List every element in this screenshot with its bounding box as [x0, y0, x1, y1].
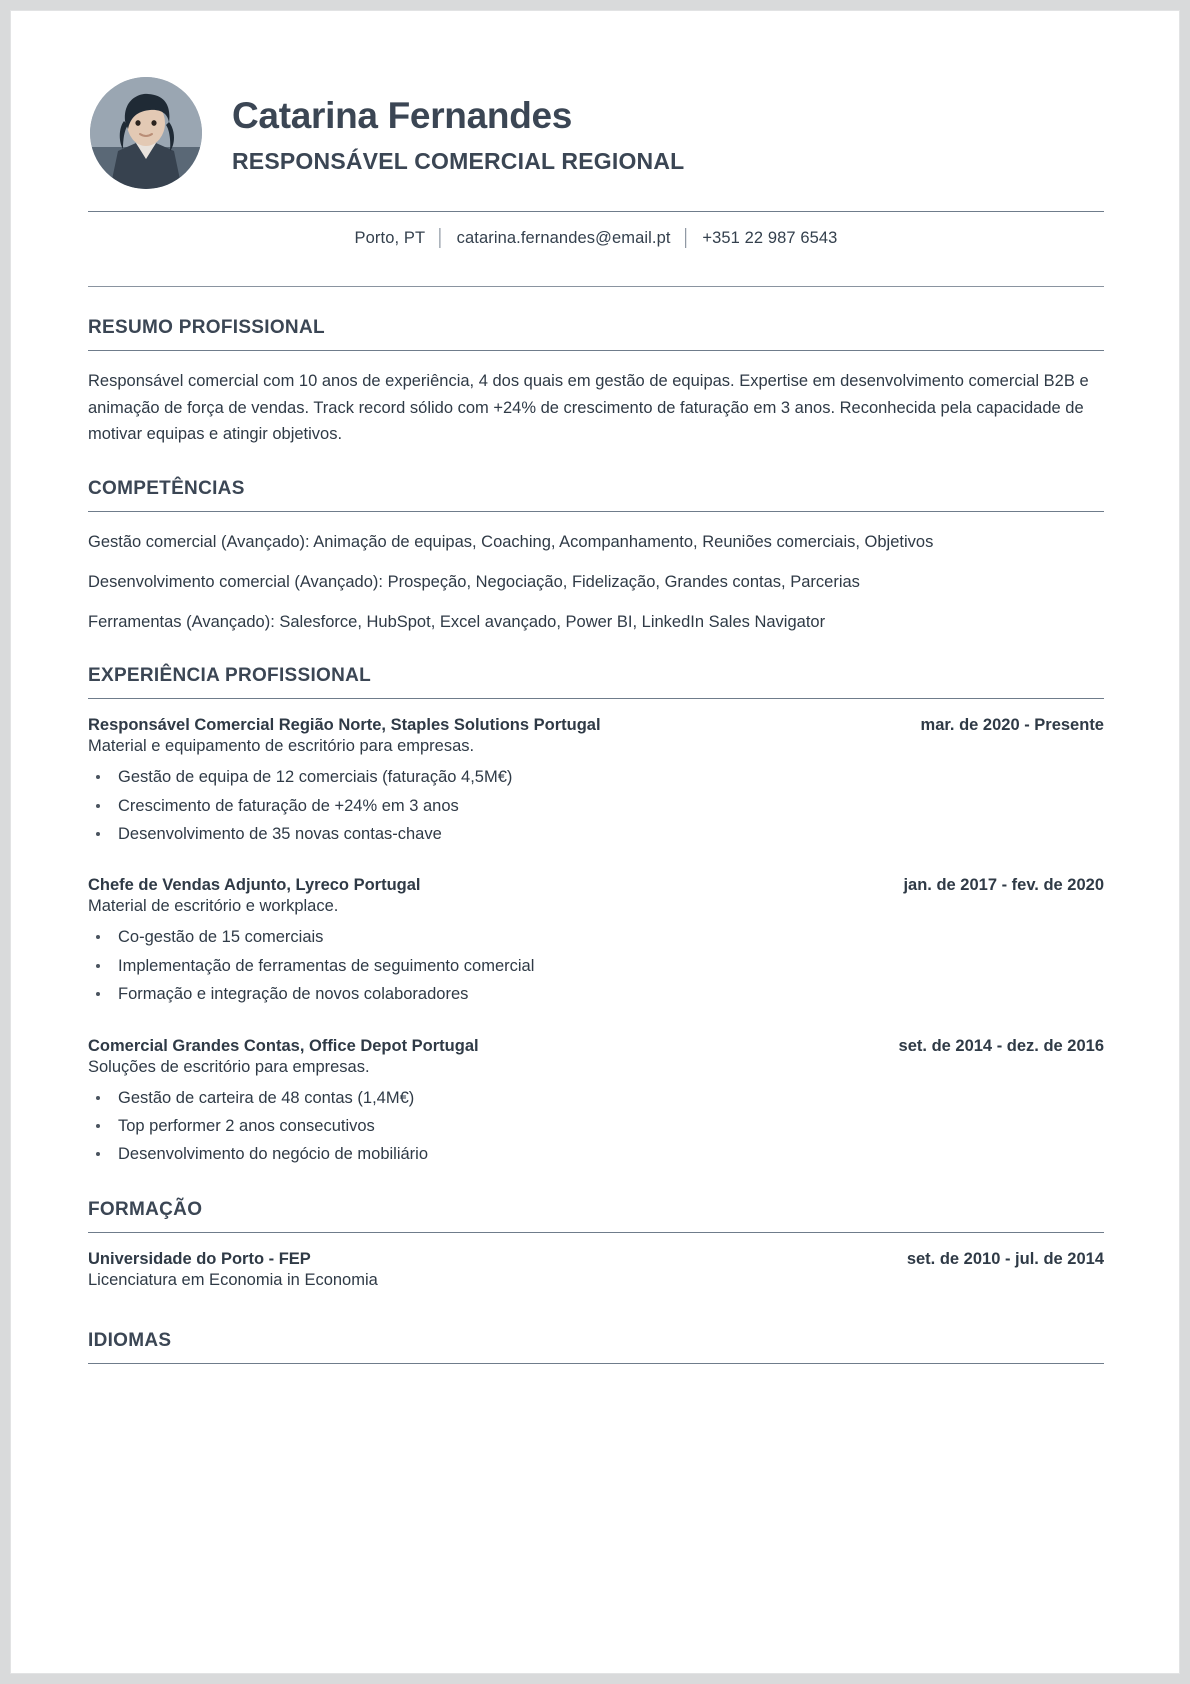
section-skills — [88, 478, 1104, 635]
contact-location: Porto, PT — [354, 229, 425, 247]
experience-bullet: Formação e integração de novos colaboradores — [88, 980, 1104, 1008]
experience-item — [88, 1037, 1104, 1169]
resume-header — [88, 77, 1104, 189]
experience-role: Chefe de Vendas Adjunto, Lyreco Portugal — [88, 876, 421, 895]
resume-page — [11, 11, 1179, 1673]
avatar — [90, 77, 202, 189]
experience-subtitle: Material de escritório e workplace. — [88, 897, 339, 916]
experience-bullet: Desenvolvimento do negócio de mobiliário — [88, 1140, 1104, 1168]
section-summary — [88, 317, 1104, 448]
section-education — [88, 1199, 1104, 1290]
experience-dates: mar. de 2020 - Presente — [920, 716, 1104, 735]
page-title: Catarina Fernandes — [232, 94, 573, 136]
experience-bullet: Gestão de carteira de 48 contas (1,4M€) — [88, 1084, 1104, 1112]
education-dates: set. de 2010 - jul. de 2014 — [906, 1249, 1104, 1268]
experience-bullets — [88, 763, 1104, 848]
section-languages — [88, 1330, 1104, 1364]
education-degree: Licenciatura em Economia in Economia — [88, 1270, 378, 1289]
contact-line — [88, 212, 1104, 264]
experience-bullet: Gestão de equipa de 12 comerciais (faturação 4,5M€) — [88, 763, 1104, 791]
experience-item — [88, 716, 1104, 848]
experience-bullet: Co-gestão de 15 comerciais — [88, 923, 1104, 951]
contact-phone: +351 22 987 6543 — [702, 229, 838, 247]
experience-bullets — [88, 923, 1104, 1008]
summary-text: Responsável comercial com 10 anos de experiência, 4 dos quais em gestão de equipas. Expertise em desenvolvimento comercial B2B e animação de força de vendas. Track record sólido com +24% de crescimento de faturação em 3 anos. Reconhecida pela capacidade de motivar equipas e atingir objetivos. — [88, 372, 1089, 444]
experience-item — [88, 876, 1104, 1008]
experience-subtitle: Soluções de escritório para empresas. — [88, 1057, 370, 1076]
experience-role: Comercial Grandes Contas, Office Depot Portugal — [88, 1036, 479, 1055]
experience-role: Responsável Comercial Região Norte, Staples Solutions Portugal — [88, 716, 601, 735]
section-experience — [88, 665, 1104, 1168]
contact-separator-1: │ — [435, 229, 446, 247]
education-school: Universidade do Porto - FEP — [88, 1249, 311, 1268]
contact-divider — [88, 286, 1104, 287]
contact-separator-2: │ — [681, 229, 692, 247]
experience-bullet: Top performer 2 anos consecutivos — [88, 1112, 1104, 1140]
skill-line: Ferramentas (Avançado): Salesforce, HubSpot, Excel avançado, Power BI, LinkedIn Sales Navigator — [88, 612, 826, 631]
contact-email[interactable]: catarina.fernandes@email.pt — [456, 229, 671, 247]
experience-dates: set. de 2014 - dez. de 2016 — [898, 1036, 1104, 1055]
section-title-languages: IDIOMAS — [88, 1329, 172, 1351]
job-title: RESPONSÁVEL COMERCIAL REGIONAL — [232, 148, 685, 175]
experience-bullet: Implementação de ferramentas de seguimento comercial — [88, 952, 1104, 980]
skill-line: Gestão comercial (Avançado): Animação de equipas, Coaching, Acompanhamento, Reuniões comerciais, Objetivos — [88, 533, 934, 552]
section-divider-languages — [88, 1363, 1104, 1364]
section-title-experience: EXPERIÊNCIA PROFISSIONAL — [88, 665, 372, 687]
skill-line: Desenvolvimento comercial (Avançado): Prospeção, Negociação, Fidelização, Grandes contas, Parcerias — [88, 572, 860, 591]
experience-subtitle: Material e equipamento de escritório para empresas. — [88, 737, 475, 756]
experience-bullets — [88, 1084, 1104, 1169]
experience-bullet: Desenvolvimento de 35 novas contas-chave — [88, 820, 1104, 848]
education-item — [88, 1250, 1104, 1290]
section-title-summary: RESUMO PROFISSIONAL — [88, 317, 325, 338]
experience-dates: jan. de 2017 - fev. de 2020 — [903, 876, 1104, 895]
section-title-education: FORMAÇÃO — [88, 1198, 203, 1220]
section-title-skills: COMPETÊNCIAS — [88, 478, 245, 500]
experience-bullet: Crescimento de faturação de +24% em 3 anos — [88, 792, 1104, 820]
